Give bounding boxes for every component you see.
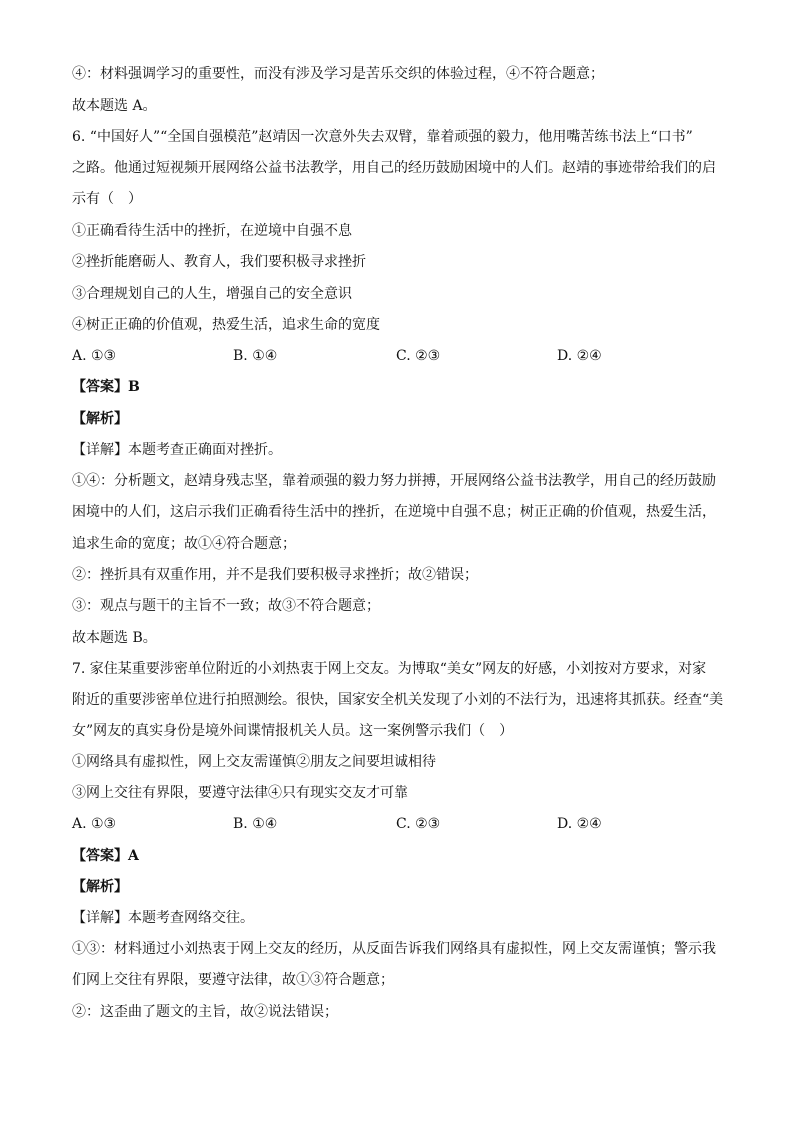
detail-line: 们网上交往有界限，要遵守法律，故①③符合题意；: [72, 972, 394, 988]
option-a: A. ①③: [72, 816, 117, 832]
detail-line: ③：观点与题干的主旨不一致；故③不符合题意；: [72, 598, 380, 614]
option-d: D. ②④: [557, 816, 602, 832]
option-c: C. ②③: [396, 816, 441, 832]
detail-line: ①④：分析题文，赵靖身残志坚，靠着顽强的毅力努力拼搏，开展网络公益书法教学，用自己的经历鼓励: [72, 473, 716, 489]
question-7-statement: ③网上交往有界限，要遵守法律④只有现实交友才可靠: [72, 785, 408, 801]
detail-line: 困境中的人们，这启示我们正确看待生活中的挫折，在逆境中自强不息；树正正确的价值观，热爱生活，: [72, 504, 716, 520]
analysis-label: 【解析】: [72, 879, 128, 895]
option-b: B. ①④: [233, 348, 278, 364]
question-6-statement: ③合理规划自己的人生，增强自己的安全意识: [72, 286, 352, 302]
detail-line: 追求生命的宽度；故①④符合题意；: [72, 536, 296, 552]
detail-line: 【详解】本题考查正确面对挫折。: [72, 442, 282, 458]
detail-line: ②：这歪曲了题文的主旨，故②说法错误；: [72, 1004, 338, 1020]
detail-line: 【详解】本题考查网络交往。: [72, 910, 254, 926]
answer-label: 【答案】B: [72, 379, 140, 395]
option-a: A. ①③: [72, 348, 117, 364]
detail-line: ①③：材料通过小刘热衷于网上交友的经历，从反面告诉我们网络具有虚拟性，网上交友需谨慎；警示我: [72, 941, 716, 957]
option-d: D. ②④: [557, 348, 602, 364]
question-6-statement: ①正确看待生活中的挫折，在逆境中自强不息: [72, 223, 352, 239]
question-6-stem: 之路。他通过短视频开展网络公益书法教学，用自己的经历鼓励困境中的人们。赵靖的事迹带给我们的启: [72, 160, 716, 176]
question-6-stem: 示有（ ）: [72, 191, 142, 207]
question-6-stem: 6. “中国好人”“全国自强模范”赵靖因一次意外失去双臂，靠着顽强的毅力，他用嘴苦练书法上“口书”: [72, 129, 693, 145]
analysis-label: 【解析】: [72, 411, 128, 427]
option-b: B. ①④: [233, 816, 278, 832]
question-7-stem: 女”网友的真实身份是境外间谍情报机关人员。这一案例警示我们（ ）: [72, 723, 514, 739]
question-7-statement: ①网络具有虚拟性，网上交友需谨慎②朋友之间要坦诚相待: [72, 754, 436, 770]
text-line: 故本题选 A。: [72, 98, 157, 114]
question-6-statement: ②挫折能磨砺人、教育人，我们要积极寻求挫折: [72, 254, 366, 270]
answer-label: 【答案】A: [72, 848, 139, 864]
question-7-stem: 附近的重要涉密单位进行拍照测绘。很快，国家安全机关发现了小刘的不法行为，迅速将其抓获。经查“美: [72, 692, 724, 708]
question-7-stem: 7. 家住某重要涉密单位附近的小刘热衷于网上交友。为博取“美女”网友的好感，小刘按对方要求，对家: [72, 661, 707, 677]
text-line: ④：材料强调学习的重要性，而没有涉及学习是苦乐交织的体验过程，④不符合题意；: [72, 66, 604, 82]
detail-line: ②：挫折具有双重作用，并不是我们要积极寻求挫折；故②错误；: [72, 567, 478, 583]
question-6-statement: ④树正正确的价值观，热爱生活，追求生命的宽度: [72, 317, 380, 333]
option-c: C. ②③: [396, 348, 441, 364]
detail-line: 故本题选 B。: [72, 630, 157, 646]
